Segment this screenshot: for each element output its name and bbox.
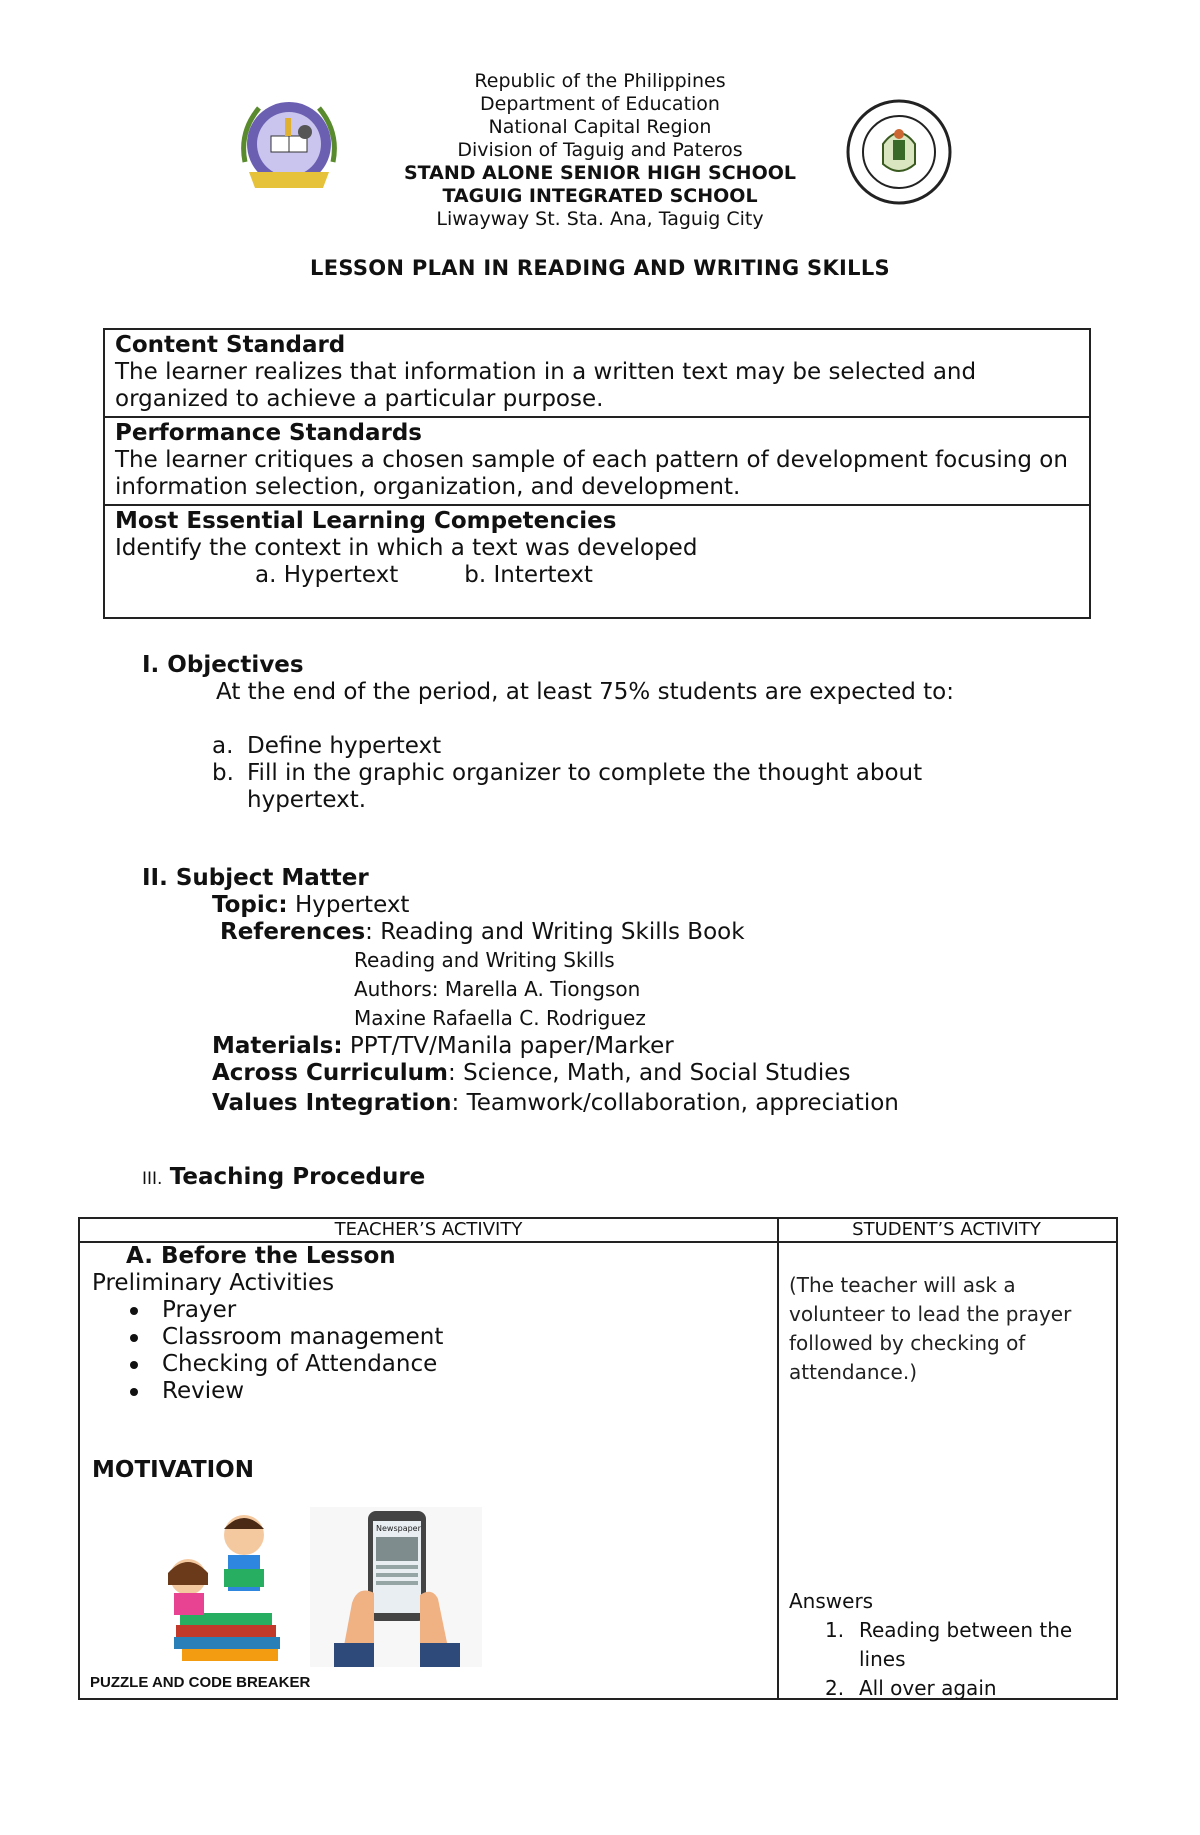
content-standard-cell (105, 330, 1089, 418)
answers-list (789, 1616, 1104, 1703)
values-line (142, 1090, 1122, 1117)
phone-newspaper-illustration (310, 1507, 482, 1667)
list-item: 1. Reading between the lines (825, 1618, 1073, 1671)
list-item: 2. All over again (825, 1676, 997, 1700)
melc-items (115, 562, 1079, 589)
teacher-activity-column (92, 1243, 772, 1405)
standards-table (103, 328, 1091, 619)
kids-reading-illustration (146, 1507, 304, 1667)
list-item: Review (92, 1378, 772, 1405)
teacher-activity-header: TEACHER’S ACTIVITY (334, 1219, 523, 1240)
topic-label: Topic: (212, 892, 288, 918)
objectives-intro: At the end of the period, at least 75% students are expected to: (216, 679, 954, 705)
header-region: National Capital Region (488, 116, 712, 138)
puzzle-caption: PUZZLE AND CODE BREAKER (90, 1674, 311, 1691)
subject-matter-title: II. Subject Matter (142, 865, 369, 891)
preliminary-activities-label: Preliminary Activities (92, 1270, 335, 1296)
melc-item-a: a. Hypertext (255, 562, 399, 588)
materials-line (142, 1033, 1122, 1060)
header-address: Liwayway St. Sta. Ana, Taguig City (436, 208, 764, 230)
subject-matter-section (142, 865, 1122, 1117)
curriculum-line (142, 1060, 1122, 1087)
list-item: a. Define hypertext (212, 733, 442, 759)
procedure-table (78, 1217, 1118, 1700)
header-republic: Republic of the Philippines (474, 70, 726, 92)
header-division: Division of Taguig and Pateros (457, 139, 743, 161)
values-value: : Teamwork/collaboration, appreciation (451, 1090, 899, 1116)
references-label: References (220, 919, 366, 945)
curriculum-value: : Science, Math, and Social Studies (448, 1060, 851, 1086)
procedure-numeral: III. (142, 1169, 163, 1189)
reference-authors: Authors: Marella A. Tiongson (354, 977, 641, 1001)
header-department: Department of Education (480, 93, 720, 115)
header-school-name: TAGUIG INTEGRATED SCHOOL (442, 185, 758, 207)
preliminary-list (92, 1297, 772, 1405)
melc-cell (105, 506, 1089, 617)
reference-coauthor: Maxine Rafaella C. Rodriguez (354, 1006, 646, 1030)
materials-label: Materials: (212, 1033, 343, 1059)
references-line (142, 919, 1122, 946)
objectives-section (142, 652, 1042, 814)
document-header (0, 70, 1200, 231)
objectives-title: I. Objectives (142, 652, 304, 678)
content-standard-heading: Content Standard (115, 332, 346, 358)
procedure-heading (142, 1164, 425, 1193)
performance-standard-heading: Performance Standards (115, 420, 422, 446)
melc-text: Identify the context in which a text was developed (115, 535, 698, 561)
values-label: Values Integration (212, 1090, 452, 1116)
document-title: LESSON PLAN IN READING AND WRITING SKILLS (310, 256, 890, 280)
student-activity-header: STUDENT’S ACTIVITY (852, 1219, 1041, 1240)
melc-item-b: b. Intertext (464, 562, 593, 588)
answers-label: Answers (789, 1589, 874, 1613)
before-lesson-heading: A. Before the Lesson (126, 1243, 396, 1269)
topic-line (142, 892, 1122, 919)
performance-standard-text: The learner critiques a chosen sample of each pattern of development focusing on information selection, organization, and development. (115, 447, 1068, 500)
curriculum-label: Across Curriculum (212, 1060, 449, 1086)
motivation-heading: MOTIVATION (92, 1457, 254, 1483)
list-item: Prayer (92, 1297, 772, 1324)
references-value: : Reading and Writing Skills Book (365, 919, 745, 945)
procedure-title: Teaching Procedure (169, 1164, 426, 1190)
list-item: Classroom management (92, 1324, 772, 1351)
answers-block (789, 1587, 1104, 1703)
header-school-type: STAND ALONE SENIOR HIGH SCHOOL (404, 162, 796, 184)
student-activity-note: (The teacher will ask a volunteer to lead the prayer followed by checking of attendance.) (789, 1273, 1072, 1384)
division-seal-icon (845, 98, 953, 206)
list-item: b. Fill in the graphic organizer to complete the thought about hypertext. (212, 760, 923, 813)
topic-value: Hypertext (294, 892, 410, 918)
objectives-list (212, 733, 932, 814)
content-standard-text: The learner realizes that information in a written text may be selected and organized to achieve a particular purpose. (115, 359, 977, 412)
reference-book: Reading and Writing Skills (354, 948, 615, 972)
list-item: Checking of Attendance (92, 1351, 772, 1378)
performance-standard-cell (105, 418, 1089, 506)
melc-heading: Most Essential Learning Competencies (115, 508, 617, 534)
materials-value: PPT/TV/Manila paper/Marker (349, 1033, 674, 1059)
newspaper-label: Newspaper (376, 1524, 421, 1533)
